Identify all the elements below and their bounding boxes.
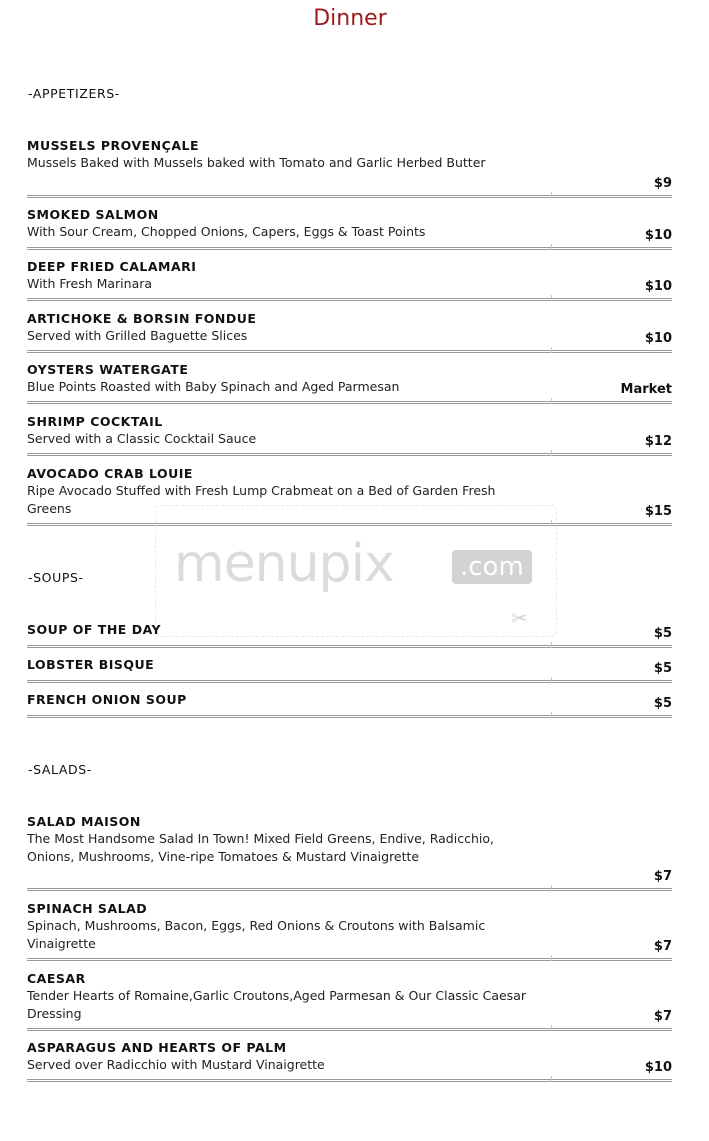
menu-item xyxy=(27,656,672,683)
menu-item xyxy=(27,813,672,891)
item-name: SHRIMP COCKTAIL xyxy=(27,414,163,429)
divider-tick xyxy=(551,712,552,718)
item-description: Spinach, Mushrooms, Bacon, Eggs, Red Onions & Croutons with Balsamic Vinaigrette xyxy=(27,918,486,951)
page-title: Dinner xyxy=(313,6,387,31)
item-price: $10 xyxy=(644,279,672,294)
item-description: Ripe Avocado Stuffed with Fresh Lump Crabmeat on a Bed of Garden Fresh Greens xyxy=(27,483,496,516)
item-price: $7 xyxy=(653,939,672,954)
divider-tick xyxy=(551,295,552,301)
item-price: $7 xyxy=(653,1009,672,1024)
section-header-soups: -SOUPS- xyxy=(28,570,84,585)
menu-item xyxy=(27,206,672,250)
item-name: LOBSTER BISQUE xyxy=(27,657,155,672)
item-price: $10 xyxy=(644,228,672,243)
item-name: SMOKED SALMON xyxy=(27,207,159,222)
item-description: Tender Hearts of Romaine,Garlic Croutons,Aged Parmesan & Our Classic Caesar Dressing xyxy=(27,988,526,1021)
item-price: $12 xyxy=(644,434,672,449)
menu-item xyxy=(27,137,672,198)
item-name: AVOCADO CRAB LOUIE xyxy=(27,466,193,481)
item-name: OYSTERS WATERGATE xyxy=(27,362,189,377)
menu-item xyxy=(27,621,672,648)
menu-item xyxy=(27,413,672,456)
item-price: $5 xyxy=(653,626,672,641)
menu-item xyxy=(27,1039,672,1082)
item-name: SALAD MAISON xyxy=(27,814,141,829)
item-description: With Fresh Marinara xyxy=(27,276,153,291)
item-price: $5 xyxy=(653,661,672,676)
item-price: $10 xyxy=(644,331,672,346)
menu-item xyxy=(27,258,672,301)
watermark-logo xyxy=(155,505,557,637)
item-description: Served over Radicchio with Mustard Vinaigrette xyxy=(27,1057,325,1072)
watermark-suffix: .com xyxy=(452,550,532,584)
item-price: $5 xyxy=(653,696,672,711)
section-header-salads: -SALADS- xyxy=(28,762,92,777)
item-description: Served with a Classic Cocktail Sauce xyxy=(27,431,257,446)
menu-item xyxy=(27,900,672,961)
divider-tick xyxy=(551,1076,552,1082)
divider-tick xyxy=(551,955,552,961)
item-name: ARTICHOKE & BORSIN FONDUE xyxy=(27,311,257,326)
item-name: CAESAR xyxy=(27,971,86,986)
item-name: SOUP OF THE DAY xyxy=(27,622,162,637)
watermark-text: menupix xyxy=(174,534,394,594)
item-name: MUSSELS PROVENÇALE xyxy=(27,138,199,153)
divider-tick xyxy=(551,450,552,456)
item-price: Market xyxy=(620,382,672,397)
item-name: ASPARAGUS AND HEARTS OF PALM xyxy=(27,1040,287,1055)
item-name: SPINACH SALAD xyxy=(27,901,148,916)
item-description: Served with Grilled Baguette Slices xyxy=(27,328,248,343)
menu-item xyxy=(27,970,672,1031)
item-name: FRENCH ONION SOUP xyxy=(27,692,187,707)
divider-tick xyxy=(551,885,552,891)
item-description: With Sour Cream, Chopped Onions, Capers, Eggs & Toast Points xyxy=(27,224,426,239)
scissors-icon: ✂ xyxy=(511,606,528,630)
divider-tick xyxy=(551,677,552,683)
divider-tick xyxy=(551,244,552,250)
divider-tick xyxy=(551,642,552,648)
divider-tick xyxy=(551,347,552,353)
item-price: $10 xyxy=(644,1060,672,1075)
divider-tick xyxy=(551,1025,552,1031)
menu-item xyxy=(27,361,672,404)
divider-tick xyxy=(551,398,552,404)
item-description: The Most Handsome Salad In Town! Mixed Field Greens, Endive, Radicchio, Onions, Mushrooms, Vine-ripe Tomatoes & Mustard Vinaigrette xyxy=(27,831,494,864)
item-description: Mussels Baked with Mussels baked with Tomato and Garlic Herbed Butter xyxy=(27,155,486,170)
item-price: $9 xyxy=(653,176,672,191)
menu-item xyxy=(27,310,672,353)
section-header-appetizers: -APPETIZERS- xyxy=(28,86,120,101)
menu-item xyxy=(27,691,672,718)
divider-tick xyxy=(551,192,552,198)
item-price: $7 xyxy=(653,869,672,884)
item-description: Blue Points Roasted with Baby Spinach and Aged Parmesan xyxy=(27,379,400,394)
item-name: DEEP FRIED CALAMARI xyxy=(27,259,197,274)
item-price: $15 xyxy=(644,504,672,519)
